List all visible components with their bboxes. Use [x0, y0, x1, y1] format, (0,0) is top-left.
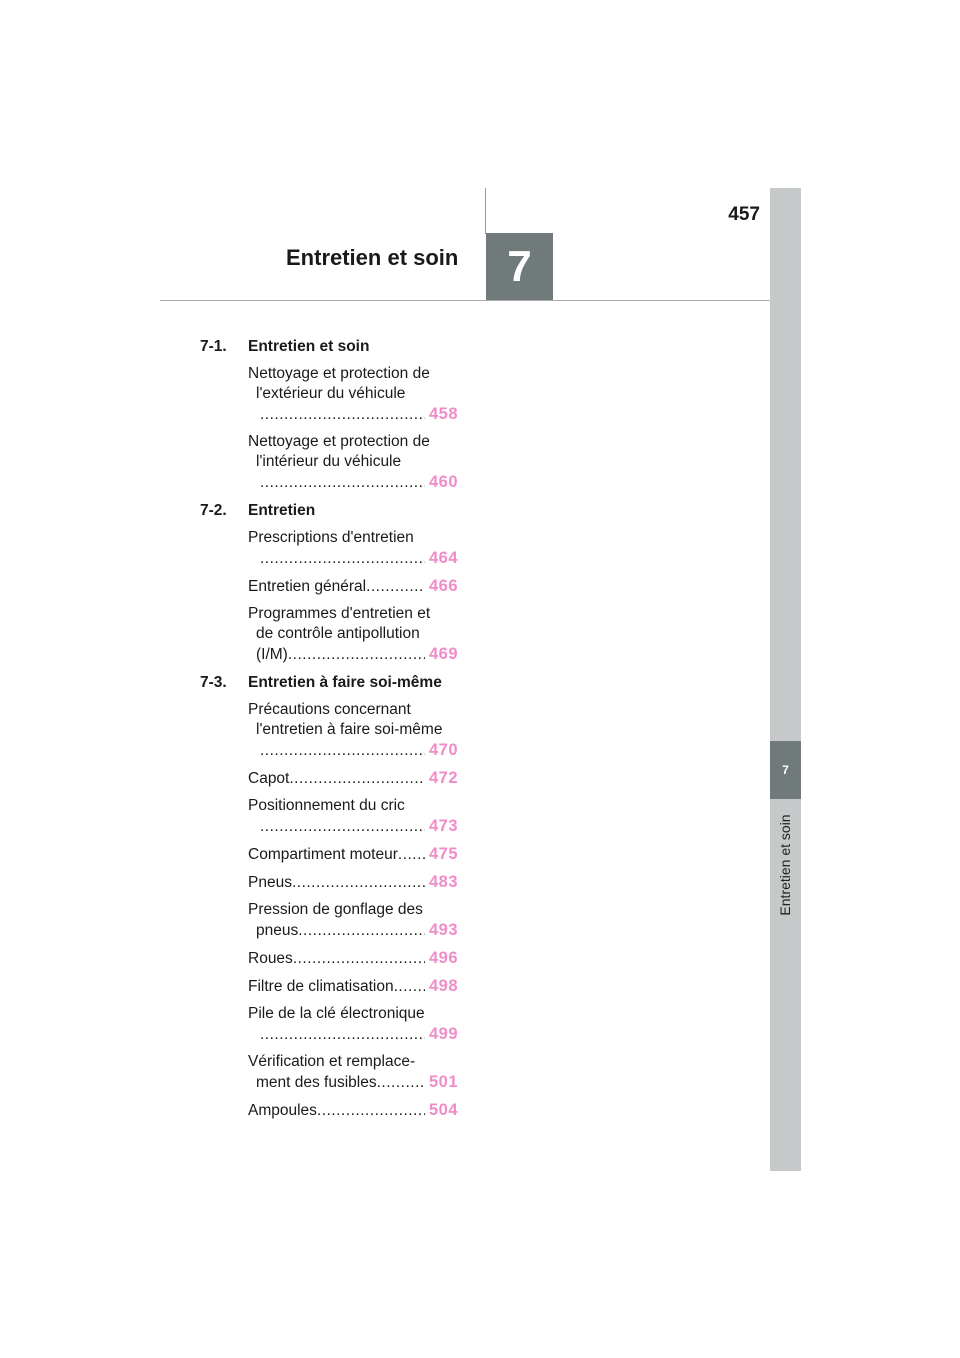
toc-entry[interactable] — [248, 364, 458, 425]
toc-entry[interactable] — [248, 796, 458, 837]
toc-page-link[interactable]: 483 — [428, 873, 458, 891]
toc-entry[interactable] — [248, 528, 458, 569]
toc-leader-dots — [289, 769, 425, 789]
toc-leader-dots — [317, 1101, 425, 1121]
toc-leader-dots — [260, 1025, 425, 1045]
toc-entry-page-line — [248, 816, 458, 837]
toc-entry-page-line — [248, 472, 458, 493]
toc-entry-page-line — [248, 948, 458, 969]
toc-leader-dots — [292, 873, 425, 893]
toc-page-link[interactable]: 458 — [428, 405, 458, 423]
toc-section-heading — [200, 672, 475, 694]
toc-entry-text: Prescriptions d'entretien — [248, 529, 414, 546]
toc-entry-text: Capot — [248, 770, 290, 787]
toc-entry-text: Nettoyage et protection de — [248, 365, 430, 382]
toc-entry-text: Nettoyage et protection de — [248, 433, 430, 450]
chapter-number-box: 7 — [486, 233, 553, 301]
toc-entry-page-line — [248, 844, 458, 865]
header-rule — [160, 300, 770, 301]
toc-leader-dots — [298, 921, 425, 941]
toc-entry-text: de contrôle antipollution — [256, 625, 420, 642]
toc-entry-text: l'extérieur du véhicule — [256, 385, 406, 402]
toc-entry-page-line — [248, 740, 458, 761]
toc-page-link[interactable]: 504 — [428, 1101, 458, 1119]
toc-entry-page-line — [248, 768, 458, 789]
toc-leader-dots — [260, 817, 425, 837]
side-label: Entretien et soin — [777, 814, 793, 916]
toc-section-title: Entretien — [248, 502, 316, 519]
toc-section — [200, 500, 475, 665]
toc-entry-text: pneus — [256, 922, 299, 939]
toc-entry[interactable] — [248, 900, 458, 941]
divider-vertical — [485, 188, 486, 234]
toc-entry-page-line — [248, 872, 458, 893]
toc-page-link[interactable]: 498 — [428, 977, 458, 995]
toc-entry-page-line — [248, 1024, 458, 1045]
toc-leader-dots — [288, 645, 425, 665]
toc-entry[interactable] — [248, 1004, 458, 1045]
toc-entry-text: Entretien général — [248, 578, 367, 595]
side-tab[interactable]: 7 — [770, 741, 801, 799]
toc-entry[interactable] — [248, 872, 458, 893]
toc-entry-text: Programmes d'entretien et — [248, 605, 431, 622]
toc-section-title: Entretien et soin — [248, 338, 370, 355]
toc-section — [200, 672, 475, 1121]
toc-entry-text: Compartiment moteur — [248, 846, 398, 863]
toc-entry-text: Pile de la clé électronique — [248, 1005, 425, 1022]
toc-entry[interactable] — [248, 700, 458, 761]
toc-entry-page-line — [248, 644, 458, 665]
toc-entry-text: l'intérieur du véhicule — [256, 453, 402, 470]
toc-leader-dots — [293, 949, 425, 969]
toc-page-link[interactable]: 470 — [428, 741, 458, 759]
toc-entry-page-line — [248, 576, 458, 597]
toc-entry-text: Pression de gonflage des — [248, 901, 423, 918]
toc-entry-text: (I/M) — [256, 646, 288, 663]
toc-entry[interactable] — [248, 1100, 458, 1121]
toc-page-link[interactable]: 496 — [428, 949, 458, 967]
toc-entry[interactable] — [248, 768, 458, 789]
toc-section-number: 7-3. — [200, 674, 227, 691]
toc-entry[interactable] — [248, 432, 458, 493]
toc-page-link[interactable]: 499 — [428, 1025, 458, 1043]
toc-entry-page-line — [248, 1100, 458, 1121]
toc-page-link[interactable]: 469 — [428, 645, 458, 663]
toc-section-number: 7-2. — [200, 502, 227, 519]
toc-leader-dots — [366, 577, 425, 597]
toc-leader-dots — [394, 977, 425, 997]
toc-entry[interactable] — [248, 948, 458, 969]
toc-entry-page-line — [248, 1072, 458, 1093]
toc-section — [200, 336, 475, 493]
toc-entry-text: Positionnement du cric — [248, 797, 405, 814]
toc-section-title: Entretien à faire soi-même — [248, 674, 442, 691]
page-number: 457 — [728, 204, 760, 225]
toc-page-link[interactable]: 466 — [428, 577, 458, 595]
toc-entry[interactable] — [248, 576, 458, 597]
toc-leader-dots — [260, 549, 425, 569]
toc-entry[interactable] — [248, 844, 458, 865]
toc-section-number: 7-1. — [200, 338, 227, 355]
toc-leader-dots — [260, 741, 425, 761]
toc-entry-text: ment des fusibles — [256, 1074, 377, 1091]
toc-section-heading — [200, 336, 475, 358]
toc-entry[interactable] — [248, 1052, 458, 1093]
toc-section-heading — [200, 500, 475, 522]
toc-entry-text: Filtre de climatisation — [248, 978, 394, 995]
toc-page-link[interactable]: 460 — [428, 473, 458, 491]
chapter-title: Entretien et soin — [286, 245, 459, 270]
toc-entry-text: Ampoules — [248, 1102, 317, 1119]
toc-leader-dots — [260, 405, 425, 425]
toc-entry-page-line — [248, 976, 458, 997]
toc-entry-text: Pneus — [248, 874, 292, 891]
toc-entry-text: Roues — [248, 950, 293, 967]
toc-entry-text: Vérification et remplace- — [248, 1053, 416, 1070]
toc-page-link[interactable]: 493 — [428, 921, 458, 939]
toc-leader-dots — [398, 845, 425, 865]
toc-page-link[interactable]: 473 — [428, 817, 458, 835]
toc-entry-page-line — [248, 548, 458, 569]
toc-entry-text: Précautions concernant — [248, 701, 411, 718]
toc-entry[interactable] — [248, 976, 458, 997]
toc-leader-dots — [260, 473, 425, 493]
toc-page-link[interactable]: 472 — [428, 769, 458, 787]
toc-page-link[interactable]: 475 — [428, 845, 458, 863]
toc-page-link[interactable]: 464 — [428, 549, 458, 567]
toc-entry-page-line — [248, 404, 458, 425]
table-of-contents — [200, 336, 475, 1128]
toc-entry[interactable] — [248, 604, 458, 665]
toc-page-link[interactable]: 501 — [428, 1073, 458, 1091]
side-strip — [770, 188, 801, 1171]
toc-entry-text: l'entretien à faire soi-même — [256, 721, 443, 738]
toc-entry-page-line — [248, 920, 458, 941]
toc-leader-dots — [377, 1073, 425, 1093]
